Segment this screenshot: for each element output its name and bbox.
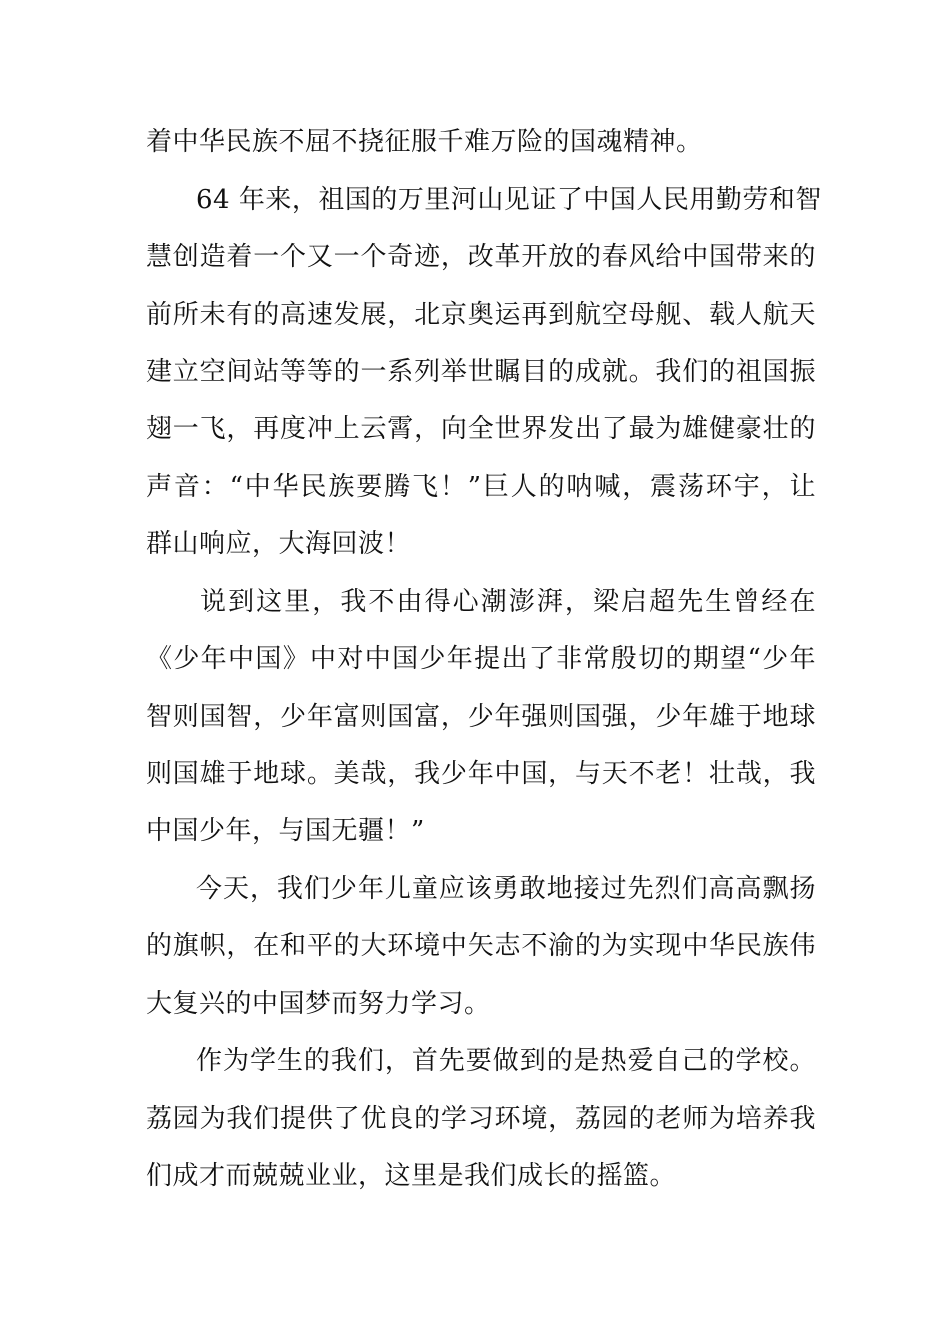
text-line: 则国雄于地球。美哉，我少年中国，与天不老！壮哉，我	[146, 759, 816, 789]
text-line: 中国少年，与国无疆！”	[146, 816, 425, 846]
text-line: 声音：“中华民族要腾飞！”巨人的呐喊，震荡环宇，让	[146, 472, 816, 502]
text-line: 荔园为我们提供了优良的学习环境，荔园的老师为培养我	[146, 1104, 816, 1134]
text-line: 《少年中国》中对中国少年提出了非常殷切的期望“少年	[146, 644, 816, 674]
text-line: 慧创造着一个又一个奇迹，改革开放的春风给中国带来的	[146, 242, 816, 272]
text-line: 说到这里，我不由得心潮澎湃，梁启超先生曾经在	[200, 587, 816, 617]
text-line: 大复兴的中国梦而努力学习。	[146, 989, 491, 1019]
text-line: 今天，我们少年儿童应该勇敢地接过先烈们高高飘扬	[196, 874, 816, 904]
text-line: 前所未有的高速发展，北京奥运再到航空母舰、载人航天	[146, 300, 816, 330]
text-line: 作为学生的我们，首先要做到的是热爱自己的学校。	[196, 1046, 816, 1076]
text-line: 们成才而兢兢业业，这里是我们成长的摇篮。	[146, 1161, 677, 1191]
text-line: 翅一飞，再度冲上云霄，向全世界发出了最为雄健豪壮的	[146, 414, 816, 444]
text-line: 64 年来，祖国的万里河山见证了中国人民用勤劳和智	[196, 185, 822, 215]
text-line: 建立空间站等等的一系列举世瞩目的成就。我们的祖国振	[146, 357, 816, 387]
text-line: 的旗帜，在和平的大环境中矢志不渝的为实现中华民族伟	[146, 931, 816, 961]
text-line: 智则国智，少年富则国富，少年强则国强，少年雄于地球	[146, 702, 816, 732]
text-line: 着中华民族不屈不挠征服千难万险的国魂精神。	[146, 127, 703, 157]
text-line: 群山响应，大海回波！	[146, 529, 412, 559]
